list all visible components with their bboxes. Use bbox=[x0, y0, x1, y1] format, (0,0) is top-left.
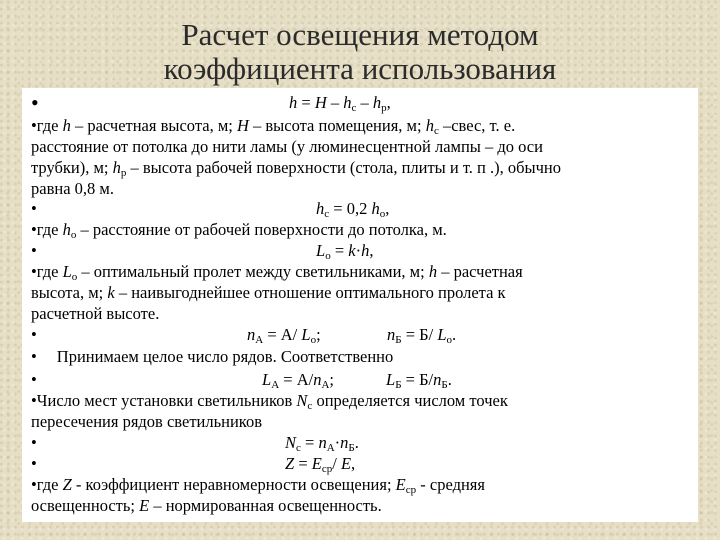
text-line: высота, м; k – наивыгоднейшее отношение оптимального пролета к bbox=[31, 283, 506, 302]
slide-title-line-2: коэффициента использования bbox=[163, 51, 557, 86]
bullet: • bbox=[31, 90, 39, 115]
formula-overhang: • $h_с = 0,2$ $h_о$, bbox=[31, 199, 390, 220]
formula-optimal-span: • $L_о = k\cdot h$, bbox=[31, 241, 374, 262]
text-line: •Число мест установки светильников $N_с$ определяется числом точек bbox=[31, 391, 508, 412]
text-line: • Принимаем целое число рядов. Соответственно bbox=[31, 347, 394, 366]
text-line: •где h – расчетная высота, м; H – высота помещения, м; $h_с$ –свес, т. е. bbox=[31, 116, 516, 137]
slide-title-line-1: Расчет освещения методом bbox=[181, 17, 539, 52]
formula-luminaire-count: • $N_с = n_А\cdot n_Б$. bbox=[31, 433, 359, 454]
text-line: расчетной высоте. bbox=[31, 304, 160, 323]
text-line: •где Z - коэффициент неравномерности освещения; $E_{ср}$ - средняя bbox=[31, 475, 485, 496]
formula-actual-span: • $L_А = А/n_А$; $L_Б = Б/n_Б$. bbox=[31, 370, 452, 391]
formula-row-count: • $n_А = А/$ $L_о$; $n_Б = Б/$ $L_о$. bbox=[31, 325, 457, 346]
text-line: трубки), м; $h_р$ – высота рабочей поверхности (стола, плиты и т. п .), обычно bbox=[31, 158, 561, 179]
text-line: освещенность; E – нормированная освещенность. bbox=[31, 496, 382, 515]
text-line: равна 0,8 м. bbox=[31, 179, 114, 198]
formula-calc-height: • $h = H - h_с - h_р$, bbox=[31, 90, 391, 115]
text-line: расстояние от потолка до нити ламы (у люминесцентной лампы – до оси bbox=[31, 137, 543, 156]
text-line: пересечения рядов светильников bbox=[31, 412, 262, 431]
text-line: •где $L_о$ – оптимальный пролет между светильниками, м; h – расчетная bbox=[31, 262, 523, 283]
text-line: •где $h_о$ – расстояние от рабочей поверхности до потолка, м. bbox=[31, 220, 447, 241]
formula-nonuniformity: • $Z = E_{ср}/$ E, bbox=[31, 454, 356, 475]
